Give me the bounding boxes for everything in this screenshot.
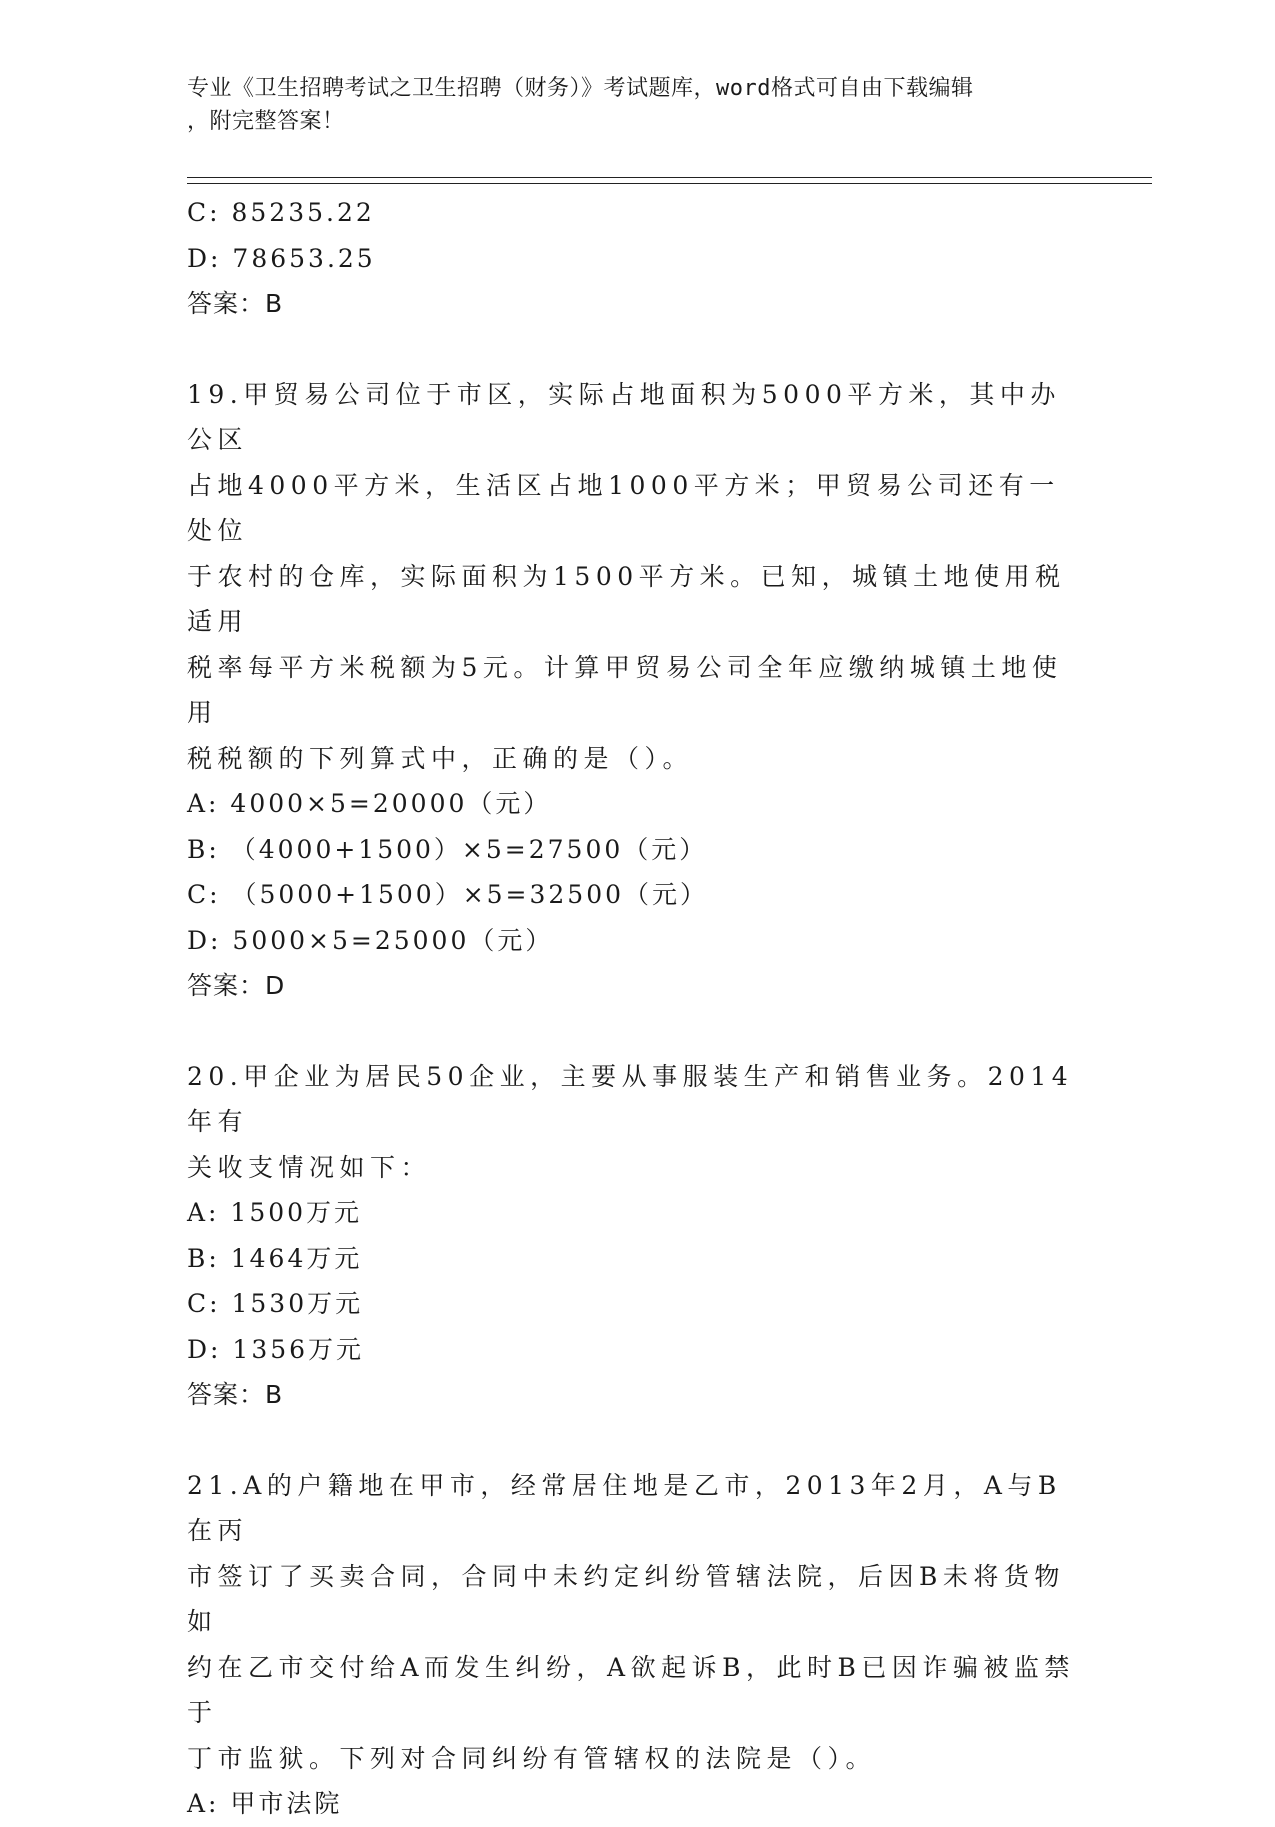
option-d: D: 78653.25 — [187, 243, 376, 273]
option-b: B: 1464万元 — [187, 1243, 363, 1273]
header-divider-bottom — [187, 183, 1152, 184]
answer-line: 答案：B — [187, 1380, 284, 1409]
option-c: C: 1530万元 — [187, 1289, 364, 1318]
question-20 — [187, 1054, 1087, 1418]
question-stem-line: 21.A的户籍地在甲市，经常居住地是乙市，2013年2月，A与B在丙 — [187, 1470, 1062, 1545]
option-d: D: 1356万元 — [187, 1334, 365, 1364]
question-stem-line: 19.甲贸易公司位于市区，实际占地面积为5000平方米，其中办公区 — [187, 379, 1061, 454]
question-stem-line: 于农村的仓库，实际面积为1500平方米。已知，城镇土地使用税适用 — [187, 561, 1066, 636]
question-stem-line: 市签订了买卖合同，合同中未约定纠纷管辖法院，后因B未将货物如 — [187, 1561, 1065, 1636]
header-divider-top — [187, 177, 1152, 178]
question-stem-line: 约在乙市交付给A而发生纠纷，A欲起诉B，此时B已因诈骗被监禁于 — [187, 1652, 1075, 1727]
question-stem-line: 丁市监狱。下列对合同纠纷有管辖权的法院是（）。 — [187, 1743, 877, 1773]
option-d: D: 5000×5=25000（元） — [187, 925, 554, 955]
option-c: C: （5000+1500）×5=32500（元） — [187, 880, 709, 909]
question-18 — [187, 190, 1087, 327]
question-19 — [187, 372, 1087, 1009]
spacer — [187, 1418, 1087, 1463]
answer-line: 答案：D — [187, 971, 286, 1000]
option-a: A: 4000×5=20000（元） — [187, 789, 552, 818]
spacer — [187, 1009, 1087, 1054]
answer-line: 答案：B — [187, 289, 284, 318]
option-b: B: （4000+1500）×5=27500（元） — [187, 834, 708, 864]
option-a: A: 1500万元 — [187, 1198, 363, 1227]
question-stem-line: 税税额的下列算式中，正确的是（）。 — [187, 743, 694, 773]
option-a: A: 甲市法院 — [187, 1789, 343, 1818]
question-21 — [187, 1463, 1087, 1827]
question-stem-line: 税率每平方米税额为5元。计算甲贸易公司全年应缴纳城镇土地使用 — [187, 652, 1063, 727]
header-line-2: ，附完整答案！ — [187, 109, 345, 134]
question-stem-line: 占地4000平方米，生活区占地1000平方米；甲贸易公司还有一处位 — [187, 470, 1060, 545]
question-content — [187, 190, 1087, 1827]
spacer — [187, 327, 1087, 372]
page-header — [187, 72, 1067, 138]
question-stem-line: 20.甲企业为居民50企业，主要从事服装生产和销售业务。2014年有 — [187, 1061, 1074, 1136]
header-line-1: 专业《卫生招聘考试之卫生招聘（财务）》考试题库，word格式可自由下载编辑 — [187, 76, 974, 101]
option-c: C: 85235.22 — [187, 198, 375, 227]
question-stem-line: 关收支情况如下： — [187, 1152, 432, 1182]
